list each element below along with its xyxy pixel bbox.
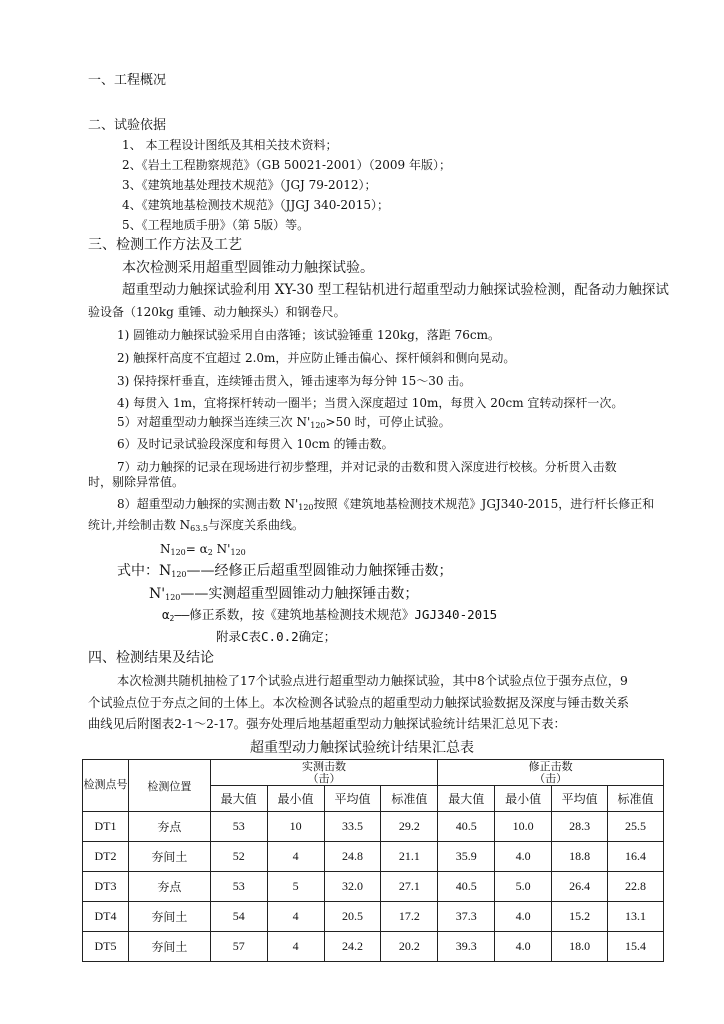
formula-where-1 xyxy=(117,563,453,583)
table-row xyxy=(83,932,664,962)
cell-measured-max: 53 xyxy=(210,872,267,902)
cell-location: 夯点 xyxy=(128,812,210,842)
header-measured-avg: 平均值 xyxy=(324,786,381,812)
cell-point-id: DT2 xyxy=(83,842,129,872)
cell-corrected-avg: 18.8 xyxy=(552,842,608,872)
header-measured-title: 实测击数 xyxy=(302,760,347,773)
where-1-subscript: 120 xyxy=(171,570,187,579)
cell-corrected-std: 22.8 xyxy=(608,872,664,902)
cell-measured-avg: 33.5 xyxy=(324,812,381,842)
method-item-8-text-b: 按照《建筑地基检测技术规范》JGJ340-2015，进行杆长修正和 xyxy=(313,497,655,511)
cell-corrected-avg: 18.0 xyxy=(552,932,608,962)
method-item-1: 1) 圆锥动力触探试验采用自由落锤；该试验锤重 120kg，落距 76cm。 xyxy=(117,328,500,342)
cell-measured-max: 52 xyxy=(210,842,267,872)
cell-corrected-std: 25.5 xyxy=(608,812,664,842)
header-measured-std: 标准值 xyxy=(381,786,438,812)
table-row xyxy=(83,902,664,932)
cell-corrected-max: 37.3 xyxy=(438,902,495,932)
cell-measured-avg: 32.0 xyxy=(324,872,381,902)
cell-measured-std: 27.1 xyxy=(381,872,438,902)
basis-item-1: 1、 本工程设计图纸及其相关技术资料； xyxy=(122,138,338,152)
cell-corrected-min: 4.0 xyxy=(495,932,552,962)
cell-corrected-avg: 15.2 xyxy=(552,902,608,932)
formula-where-4: 附录C表C.0.2确定； xyxy=(216,629,337,644)
header-corrected-unit: （击） xyxy=(534,772,568,785)
table-row xyxy=(83,812,664,842)
cell-corrected-std: 15.4 xyxy=(608,932,664,962)
cell-measured-max: 57 xyxy=(210,932,267,962)
formula-alpha: = α xyxy=(185,542,208,556)
header-location: 检测位置 xyxy=(128,760,210,812)
section-heading-results: 四、检测结果及结论 xyxy=(88,650,214,666)
cell-measured-std: 29.2 xyxy=(381,812,438,842)
method-item-3: 3) 保持探杆垂直，连续锤击贯入，锤击速率为每分钟 15～30 击。 xyxy=(117,374,472,388)
method-item-8-text-a: 8）超重型动力触探的实测击数 N' xyxy=(117,497,299,511)
header-measured-max: 最大值 xyxy=(210,786,267,812)
cell-measured-min: 4 xyxy=(267,902,324,932)
formula-where-2 xyxy=(149,586,418,606)
cell-corrected-std: 13.1 xyxy=(608,902,664,932)
header-measured-min: 最小值 xyxy=(267,786,324,812)
where-3-subscript: 2 xyxy=(169,614,175,623)
method-item-7-line-2: 时，剔除异常值。 xyxy=(88,475,185,489)
formula-n-prime: N' xyxy=(212,542,231,556)
cell-point-id: DT5 xyxy=(83,932,129,962)
method-item-8-line-2 xyxy=(88,517,304,537)
basis-item-5: 5、《工程地质手册》（第 5版）等。 xyxy=(122,218,310,232)
where-2-a: N' xyxy=(149,586,166,602)
cell-corrected-max: 39.3 xyxy=(438,932,495,962)
method-item-6: 6）及时记录试验段深度和每贯入 10cm 的锤击数。 xyxy=(117,437,394,451)
cell-corrected-max: 35.9 xyxy=(438,842,495,872)
cell-measured-min: 4 xyxy=(267,842,324,872)
method-item-8-subscript: 120 xyxy=(298,503,314,512)
cell-corrected-avg: 28.3 xyxy=(552,812,608,842)
cell-corrected-min: 4.0 xyxy=(495,842,552,872)
formula-n-prime-subscript: 120 xyxy=(230,548,246,557)
cell-measured-std: 20.2 xyxy=(381,932,438,962)
cell-measured-avg: 24.8 xyxy=(324,842,381,872)
header-measured-group xyxy=(210,760,438,786)
cell-corrected-max: 40.5 xyxy=(438,812,495,842)
cell-measured-min: 4 xyxy=(267,932,324,962)
method-item-5 xyxy=(117,414,451,434)
header-corrected-max: 最大值 xyxy=(438,786,495,812)
formula xyxy=(160,541,246,561)
header-corrected-std: 标准值 xyxy=(608,786,664,812)
formula-where-3 xyxy=(162,607,497,627)
cell-corrected-min: 4.0 xyxy=(495,902,552,932)
method-item-5-text-b: >50 时，可停止试验。 xyxy=(325,415,451,429)
where-3-b: ——修正系数，按《建筑地基检测技术规范》JGJ340-2015 xyxy=(174,607,498,622)
cell-point-id: DT4 xyxy=(83,902,129,932)
cell-measured-max: 54 xyxy=(210,902,267,932)
where-2-subscript: 120 xyxy=(165,593,181,602)
method-item-2: 2) 触探杆高度不宜超过 2.0m，并应防止锤击偏心、探杆倾斜和侧向晃动。 xyxy=(117,351,516,365)
results-paragraph-line-3: 曲线见后附图表2-1～2-17。强夯处理后地基超重型动力触探试验统计结果汇总见下表： xyxy=(88,717,566,731)
table-row xyxy=(83,872,664,902)
table-row xyxy=(83,842,664,872)
cell-location: 夯间土 xyxy=(128,902,210,932)
cell-measured-std: 21.1 xyxy=(381,842,438,872)
method-intro: 本次检测采用超重型圆锥动力触探试验。 xyxy=(122,260,374,276)
table-caption: 超重型动力触探试验统计结果汇总表 xyxy=(250,740,474,756)
results-paragraph-line-2: 个试验点位于夯点之间的土体上。本次检测各试验点的超重型动力触探试验数据及深度与锤击数关系 xyxy=(88,696,630,710)
section-heading-overview: 一、工程概况 xyxy=(88,73,167,88)
header-corrected-avg: 平均值 xyxy=(552,786,608,812)
cell-measured-min: 10 xyxy=(267,812,324,842)
method-item-8-line-1 xyxy=(117,496,654,516)
formula-n: N xyxy=(160,542,171,556)
method-item-7-line-1: 7）动力触探的记录在现场进行初步整理，并对记录的击数和贯入深度进行校核。分析贯入击数 xyxy=(117,460,617,474)
cell-corrected-min: 5.0 xyxy=(495,872,552,902)
cell-measured-std: 17.2 xyxy=(381,902,438,932)
where-3-a: α xyxy=(162,607,170,622)
method-paragraph-line-2: 验设备（120kg 重锤、动力触探头）和钢卷尺。 xyxy=(88,305,346,319)
method-item-5-text-a: 5）对超重型动力触探当连续三次 N' xyxy=(117,415,311,429)
header-corrected-title: 修正击数 xyxy=(528,760,573,773)
cell-corrected-std: 16.4 xyxy=(608,842,664,872)
method-item-8-text-d: 与深度关系曲线。 xyxy=(207,518,304,532)
method-paragraph-line-1: 超重型动力触探试验利用 XY-30 型工程钻机进行超重型动力触探试验检测，配备动力触探试 xyxy=(122,282,669,298)
where-2-b: ——实测超重型圆锥动力触探锤击数； xyxy=(180,586,419,602)
cell-measured-avg: 20.5 xyxy=(324,902,381,932)
header-corrected-min: 最小值 xyxy=(495,786,552,812)
results-table xyxy=(82,759,664,962)
method-item-8-text-c: 统计,并绘制击数 N xyxy=(88,518,191,532)
where-1-a: 式中：N xyxy=(117,563,172,579)
header-corrected-group xyxy=(438,760,664,786)
basis-item-4: 4、《建筑地基检测技术规范》（JJGJ 340-2015）； xyxy=(122,198,389,212)
cell-location: 夯点 xyxy=(128,872,210,902)
cell-corrected-max: 40.5 xyxy=(438,872,495,902)
cell-location: 夯间土 xyxy=(128,932,210,962)
cell-point-id: DT1 xyxy=(83,812,129,842)
formula-n-subscript: 120 xyxy=(170,548,186,557)
cell-point-id: DT3 xyxy=(83,872,129,902)
header-measured-unit: （击） xyxy=(307,772,341,785)
method-item-8-subscript-2: 63.5 xyxy=(190,524,208,533)
basis-item-2: 2、《岩土工程勘察规范》（GB 50021-2001）（2009 年版）； xyxy=(122,158,451,172)
cell-corrected-min: 10.0 xyxy=(495,812,552,842)
cell-measured-max: 53 xyxy=(210,812,267,842)
where-1-b: ——经修正后超重型圆锥动力触探锤击数； xyxy=(186,563,453,579)
header-point-id: 检测点号 xyxy=(83,760,129,812)
cell-corrected-avg: 26.4 xyxy=(552,872,608,902)
cell-measured-min: 5 xyxy=(267,872,324,902)
formula-alpha-subscript: 2 xyxy=(207,548,213,557)
section-heading-method: 三、检测工作方法及工艺 xyxy=(88,237,242,253)
method-item-5-subscript: 120 xyxy=(310,421,326,430)
cell-measured-avg: 24.2 xyxy=(324,932,381,962)
section-heading-basis: 二、试验依据 xyxy=(88,118,167,133)
method-item-4: 4) 每贯入 1m，宜将探杆转动一圈半；当贯入深度超过 10m，每贯入 20cm 宜转动探杆一次。 xyxy=(117,396,624,410)
results-paragraph-line-1: 本次检测共随机抽检了17个试验点进行超重型动力触探试验，其中8个试验点位于强夯点位，9 xyxy=(117,674,628,688)
cell-location: 夯间土 xyxy=(128,842,210,872)
basis-item-3: 3、《建筑地基处理技术规范》（JGJ 79-2012）； xyxy=(122,178,377,192)
